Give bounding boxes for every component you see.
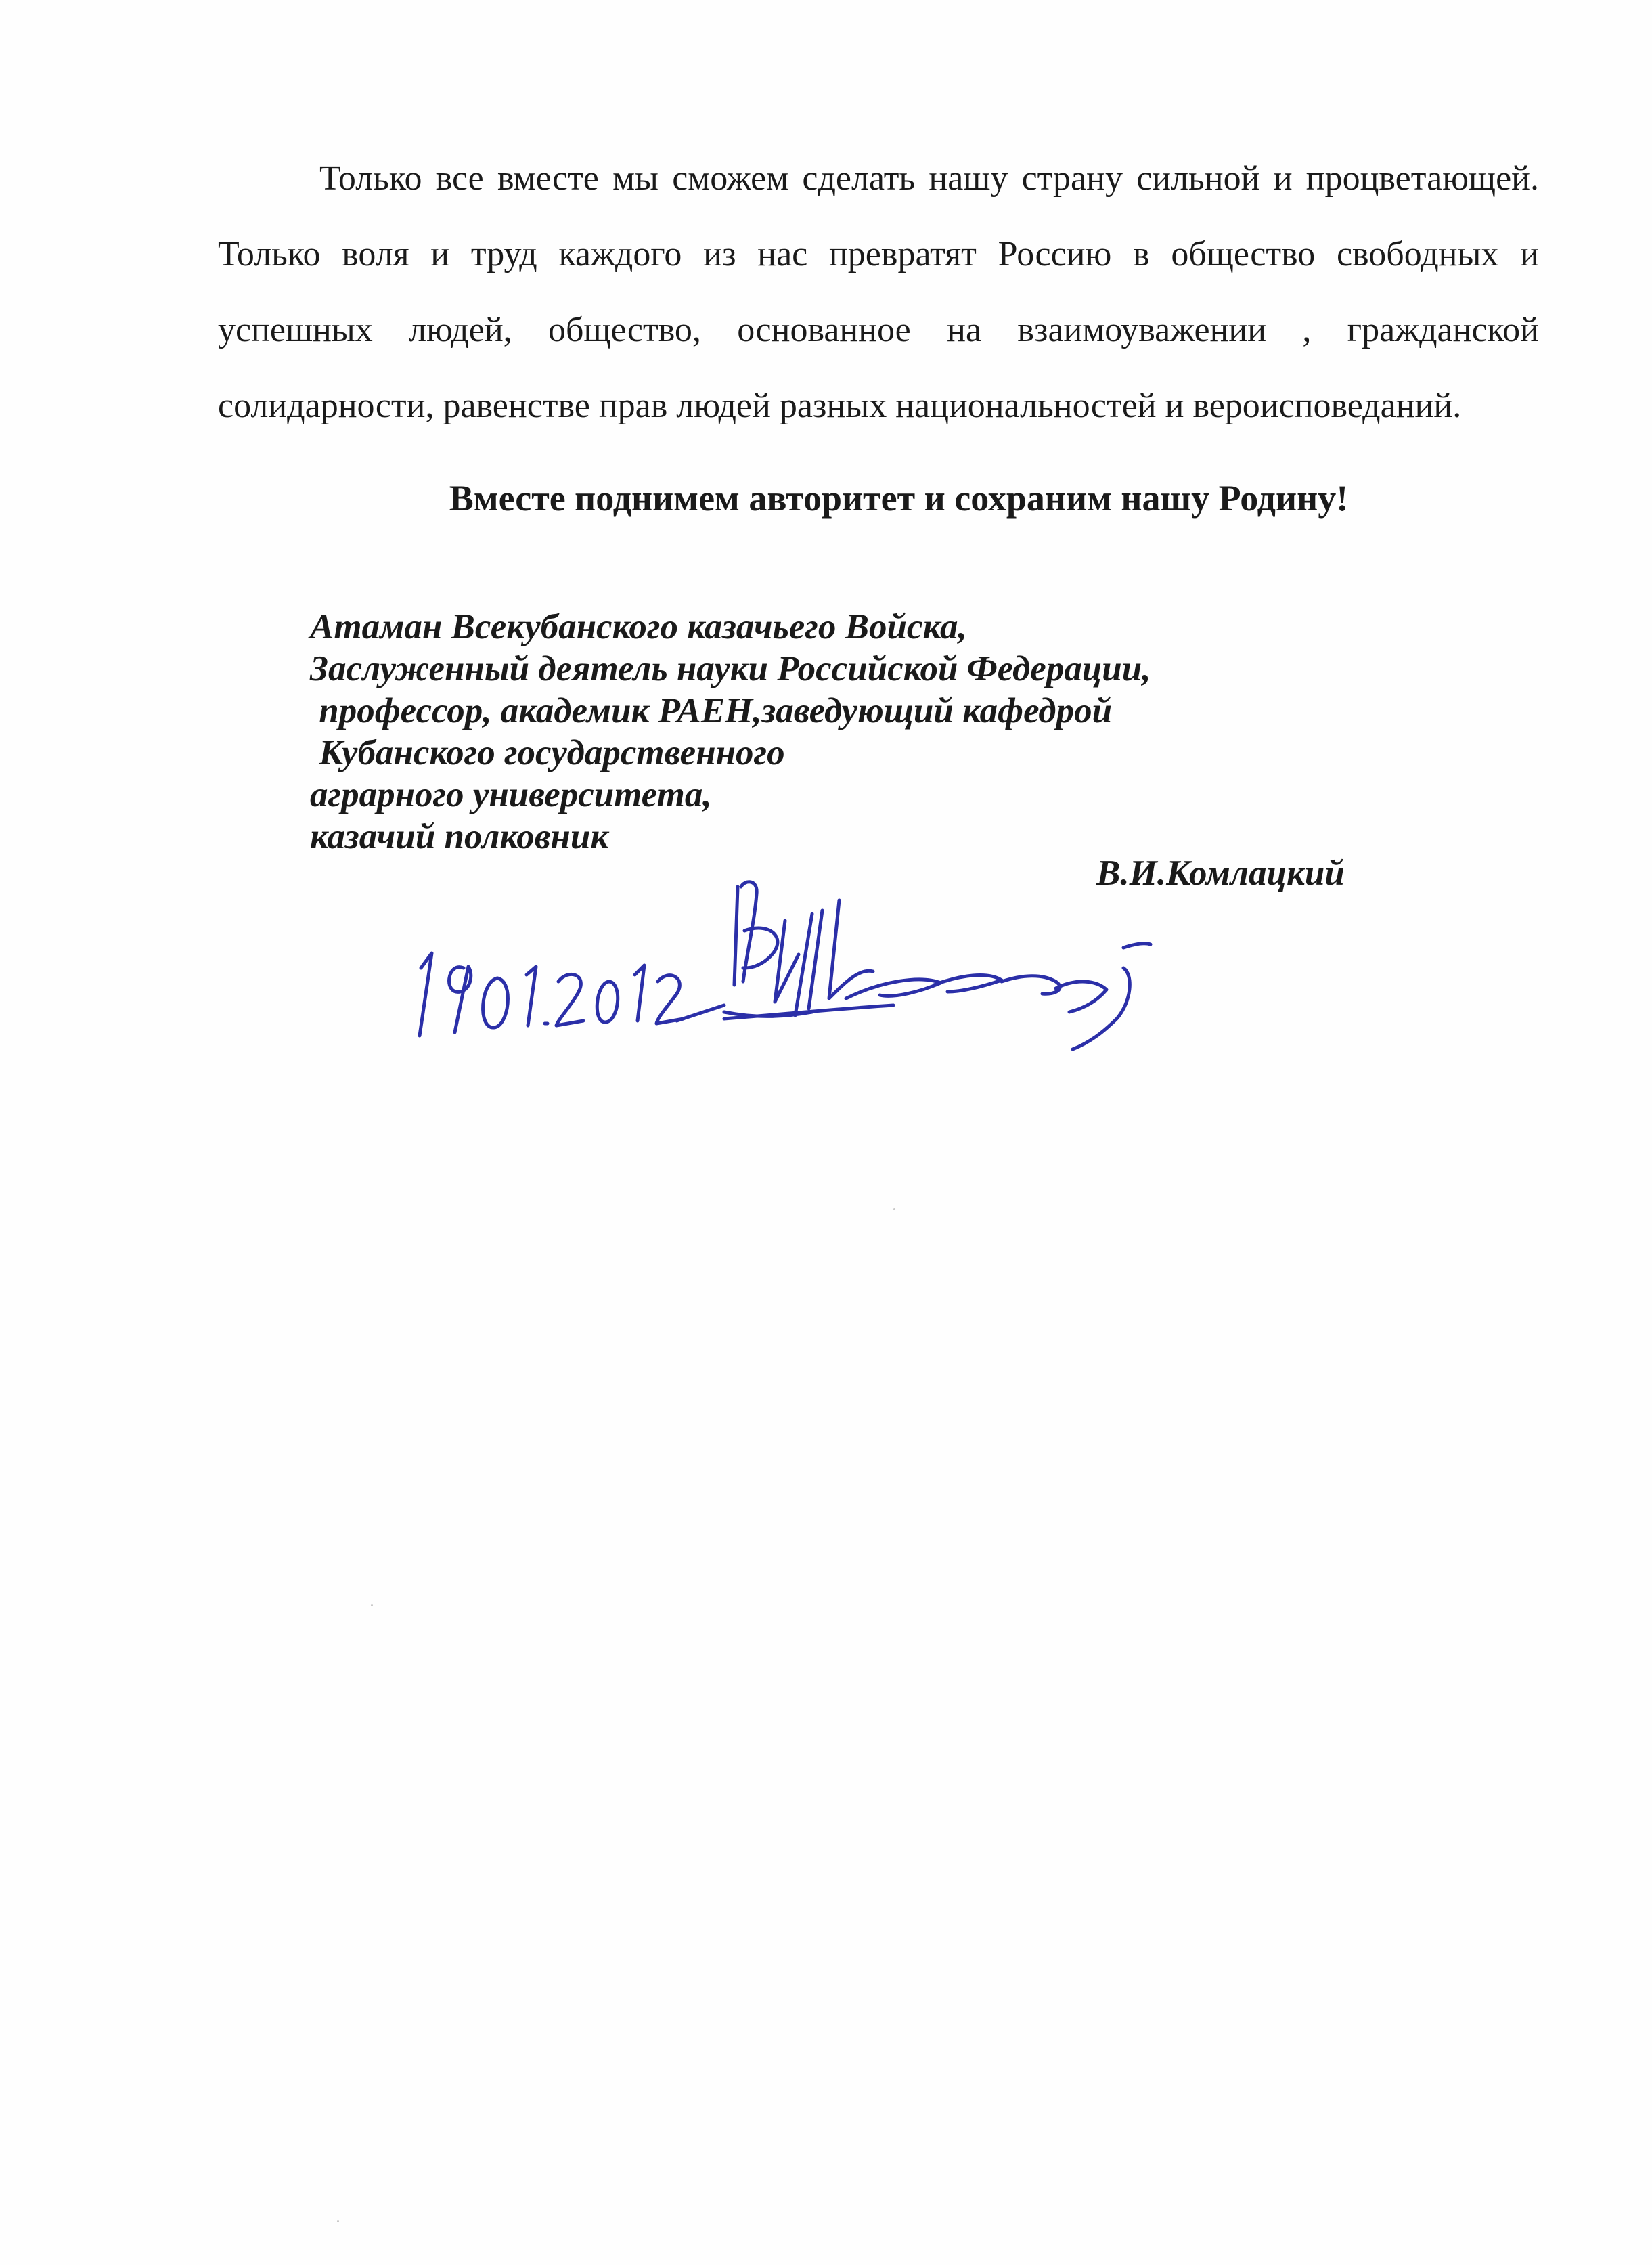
scan-speck [893,1208,895,1210]
signatory-title-line: профессор, академик РАЕН,заведующий кафедрой [310,691,1113,730]
signatory-title-line: Кубанского государственного [310,733,785,772]
scan-speck [371,1604,373,1606]
handwritten-signature-and-date [406,866,1252,1090]
signatory-title-block [310,606,1393,858]
slogan: Вместе поднимем авторитет и сохраним нашу Родину! [449,478,1349,519]
handwritten-signature [724,882,1151,1049]
handwritten-date [420,953,724,1036]
signatory-title-line: Атаман Всекубанского казачьего Войска, [310,607,967,646]
signatory-title-line: Заслуженный деятель науки Российской Федерации, [310,649,1151,688]
scan-speck [337,2220,339,2222]
signatory-name: В.И.Комлацкий [1096,854,1345,893]
signatory-title-line: аграрного университета, [310,775,712,814]
signatory-title-line: казачий полковник [310,817,609,856]
body-paragraph: Только все вместе мы сможем сделать нашу страну сильной и процветающей. Только воля и труд каждого из нас превратят Россию в общество свободных и успешных людей, общество, основанное на взаимоуважении , гражданской солидарности, равенстве прав людей разных национальностей и вероисповеданий. [218,159,1539,425]
